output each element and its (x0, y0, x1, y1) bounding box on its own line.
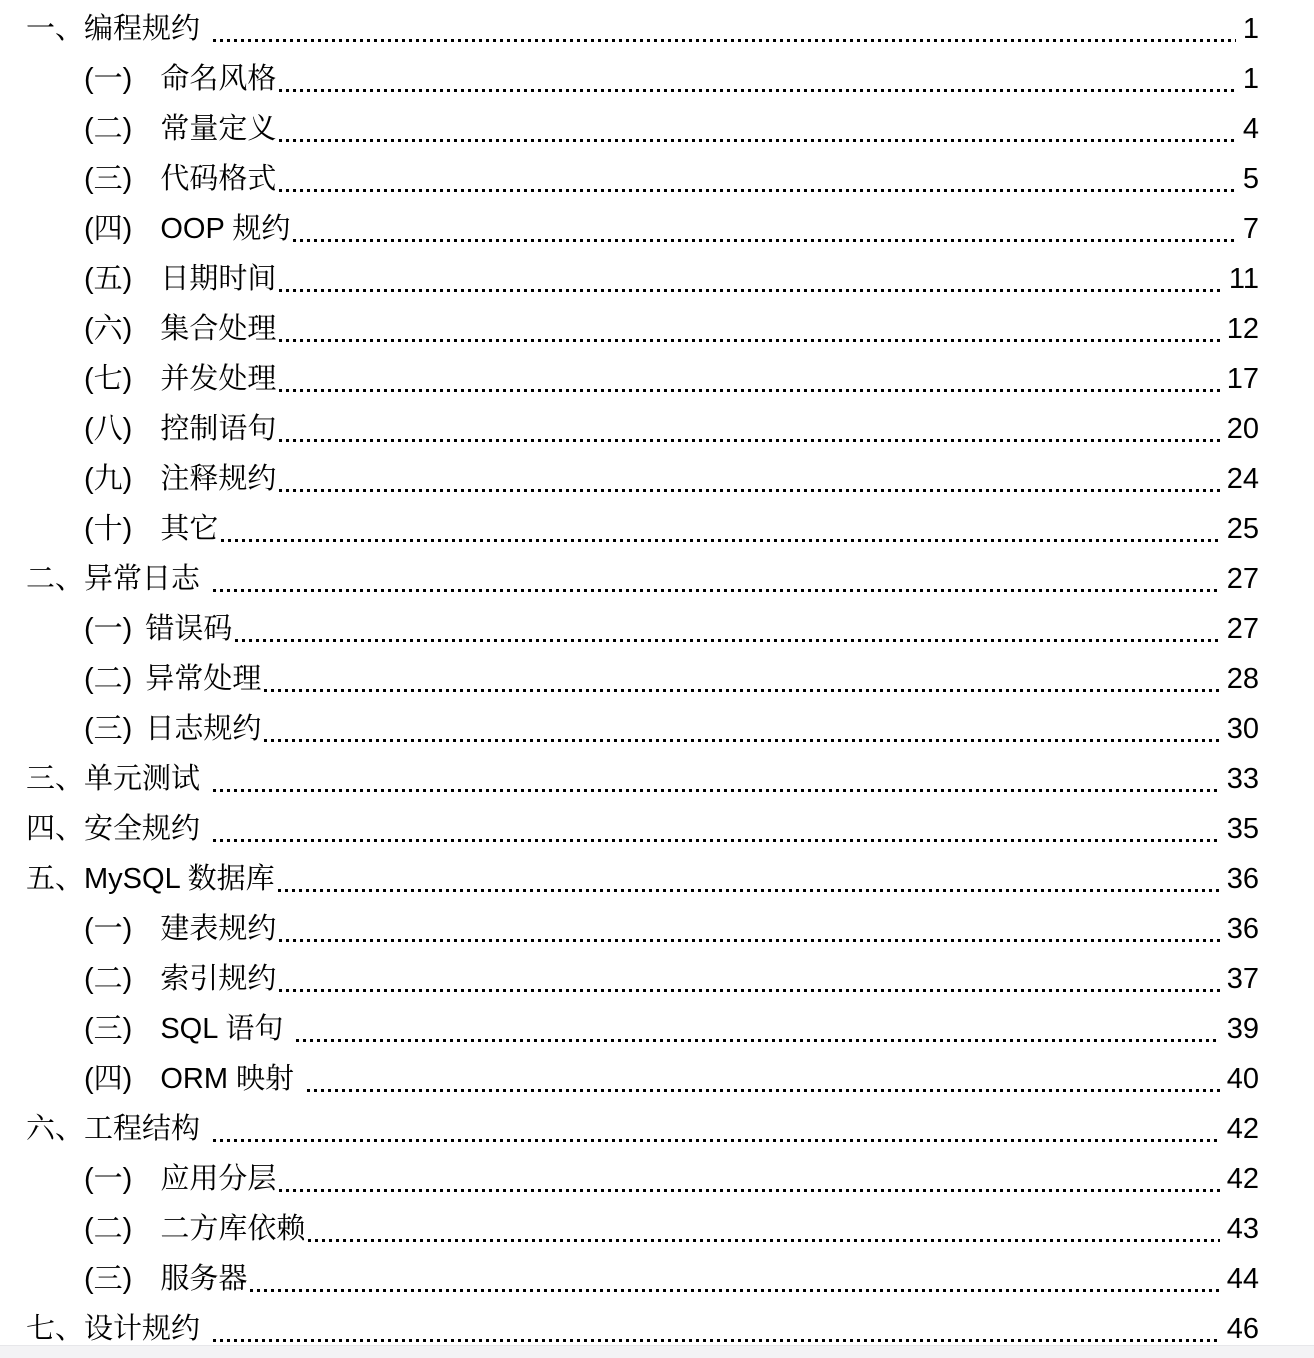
toc-leader-dots (235, 639, 1219, 642)
toc-entry[interactable] (0, 2, 1314, 52)
toc-entry-number: (二) (84, 963, 133, 995)
toc-entry[interactable] (0, 1052, 1314, 1102)
toc-entry[interactable] (0, 852, 1314, 902)
toc-page-number: 17 (1226, 363, 1259, 395)
toc-entry-title: 日期时间 (160, 263, 277, 295)
toc-page-number: 33 (1226, 763, 1259, 795)
toc-entry-number: (八) (84, 413, 133, 445)
toc-leader-dots (264, 739, 1219, 742)
toc-page-number: 25 (1226, 513, 1259, 545)
toc-entry-number: (二) (84, 113, 133, 145)
toc-entry-title: 常量定义 (160, 113, 277, 145)
toc-entry-title: 注释规约 (160, 463, 277, 495)
toc-leader-dots (279, 189, 1236, 192)
toc-leader-dots (279, 439, 1219, 442)
toc-leader-dots (279, 389, 1219, 392)
toc-entry-number: (一) (84, 63, 133, 95)
toc-entry[interactable] (0, 152, 1314, 202)
toc-page-number: 20 (1226, 413, 1259, 445)
toc-entry[interactable] (0, 552, 1314, 602)
toc-leader-dots (308, 1239, 1219, 1242)
toc-leader-dots (279, 989, 1219, 992)
toc-leader-dots (213, 789, 1220, 792)
page-bottom-edge (0, 1345, 1314, 1358)
toc-entry-title: 服务器 (160, 1263, 248, 1295)
toc-leader-dots (279, 139, 1236, 142)
toc-page-number: 42 (1226, 1163, 1259, 1195)
toc-entry[interactable] (0, 1152, 1314, 1202)
toc-entry-number: (二) (84, 663, 133, 695)
toc-entry[interactable] (0, 102, 1314, 152)
toc-leader-dots (213, 589, 1220, 592)
toc-entry[interactable] (0, 302, 1314, 352)
toc-entry-number: (十) (84, 513, 133, 545)
toc-leader-dots (264, 689, 1219, 692)
toc-entry-number: (一) (84, 1163, 133, 1195)
toc-page-number: 30 (1226, 713, 1259, 745)
toc-page-number: 40 (1226, 1063, 1259, 1095)
toc-entry-title: 集合处理 (160, 313, 277, 345)
toc-entry-title: 二方库依赖 (160, 1213, 306, 1245)
toc-entry[interactable] (0, 402, 1314, 452)
toc-entry-number: (五) (84, 263, 133, 295)
toc-entry-number: 七、 (26, 1313, 85, 1345)
toc-leader-dots (213, 1139, 1220, 1142)
toc-leader-dots (279, 489, 1219, 492)
toc-leader-dots (293, 239, 1236, 242)
toc-entry[interactable] (0, 902, 1314, 952)
toc-entry-number: (三) (84, 1263, 133, 1295)
toc-leader-dots (307, 1089, 1220, 1092)
toc-entry-title: 日志规约 (145, 713, 262, 745)
toc-page-number: 39 (1226, 1013, 1259, 1045)
toc-entry-title: 单元测试 (84, 763, 201, 795)
toc-entry-title: ORM 映射 (160, 1063, 295, 1095)
toc-page-number: 46 (1226, 1313, 1259, 1345)
toc-page-number: 27 (1226, 563, 1259, 595)
toc-entry-number: 三、 (26, 763, 85, 795)
toc-entry-title: OOP 规约 (160, 213, 291, 245)
toc-entry[interactable] (0, 52, 1314, 102)
toc-page-number: 4 (1242, 113, 1259, 145)
toc-page-number: 44 (1226, 1263, 1259, 1295)
toc-entry[interactable] (0, 1002, 1314, 1052)
toc-entry-number: (七) (84, 363, 133, 395)
toc-entry-title: 其它 (160, 513, 219, 545)
toc-page-number: 43 (1226, 1213, 1259, 1245)
toc-page-number: 5 (1242, 163, 1259, 195)
toc-page-number: 7 (1242, 213, 1259, 245)
toc-entry-title: 索引规约 (160, 963, 277, 995)
toc-page-number: 24 (1226, 463, 1259, 495)
toc-entry-number: (六) (84, 313, 133, 345)
toc-entry[interactable] (0, 752, 1314, 802)
toc-page-number: 1 (1242, 13, 1259, 45)
toc-entry-title: 安全规约 (84, 813, 201, 845)
toc-entry-number: 四、 (26, 813, 85, 845)
toc-page-number: 11 (1228, 263, 1259, 295)
toc-entry-number: 六、 (26, 1113, 85, 1145)
toc-leader-dots (279, 1189, 1219, 1192)
toc-entry-title: 并发处理 (160, 363, 277, 395)
toc-entry-title: 建表规约 (160, 913, 277, 945)
toc-page-number: 27 (1226, 613, 1259, 645)
toc-entry-title: MySQL 数据库 (84, 863, 275, 895)
toc-entry-number: (四) (84, 1063, 133, 1095)
toc-leader-dots (213, 1339, 1220, 1342)
toc-entry-number: (二) (84, 1213, 133, 1245)
toc-leader-dots (213, 839, 1220, 842)
toc-entry[interactable] (0, 802, 1314, 852)
toc-page-number: 12 (1226, 313, 1259, 345)
toc-entry-title: 代码格式 (160, 163, 277, 195)
toc-entry[interactable] (0, 502, 1314, 552)
toc-page-number: 36 (1226, 913, 1259, 945)
toc-entry[interactable] (0, 1202, 1314, 1252)
toc-entry-title: 错误码 (145, 613, 233, 645)
toc-leader-dots (279, 289, 1222, 292)
toc-leader-dots (279, 939, 1219, 942)
toc-entry[interactable] (0, 202, 1314, 252)
toc-page-number: 37 (1226, 963, 1259, 995)
toc-leader-dots (278, 889, 1220, 892)
toc-entry-number: 二、 (26, 563, 85, 595)
toc-entry-title: 应用分层 (160, 1163, 277, 1195)
toc-leader-dots (213, 39, 1236, 42)
toc-entry-title: 工程结构 (84, 1113, 201, 1145)
toc-entry-number: (四) (84, 213, 133, 245)
toc-leader-dots (221, 539, 1219, 542)
toc-entry-title: SQL 语句 (160, 1013, 284, 1045)
toc-leader-dots (296, 1039, 1219, 1042)
toc-entry-title: 设计规约 (84, 1313, 201, 1345)
toc-page-number: 1 (1242, 63, 1259, 95)
toc-entry[interactable] (0, 952, 1314, 1002)
toc-entry-number: (一) (84, 913, 133, 945)
toc-leader-dots (279, 339, 1219, 342)
toc-page-number: 28 (1226, 663, 1259, 695)
toc-entry[interactable] (0, 452, 1314, 502)
toc-entry-title: 命名风格 (160, 63, 277, 95)
toc-entry-title: 控制语句 (160, 413, 277, 445)
toc-entry-number: (三) (84, 163, 133, 195)
toc-entry[interactable] (0, 352, 1314, 402)
toc-page-number: 35 (1226, 813, 1259, 845)
toc-leader-dots (279, 89, 1236, 92)
toc-page-number: 36 (1226, 863, 1259, 895)
toc-entry-number: 五、 (26, 863, 85, 895)
toc-entry-number: (九) (84, 463, 133, 495)
toc-entry-title: 异常处理 (145, 663, 262, 695)
toc-entry[interactable] (0, 1102, 1314, 1152)
toc-entry[interactable] (0, 702, 1314, 752)
toc-entry-number: (一) (84, 613, 133, 645)
toc-entry[interactable] (0, 602, 1314, 652)
toc-entry-title: 异常日志 (84, 563, 201, 595)
toc-entry[interactable] (0, 252, 1314, 302)
toc-leader-dots (250, 1289, 1219, 1292)
toc-page-number: 42 (1226, 1113, 1259, 1145)
toc-entry-number: 一、 (26, 13, 85, 45)
toc-entry[interactable] (0, 1252, 1314, 1302)
toc-entry-number: (三) (84, 713, 133, 745)
toc-entry[interactable] (0, 652, 1314, 702)
toc-entry-title: 编程规约 (84, 13, 201, 45)
toc-entry-number: (三) (84, 1013, 133, 1045)
